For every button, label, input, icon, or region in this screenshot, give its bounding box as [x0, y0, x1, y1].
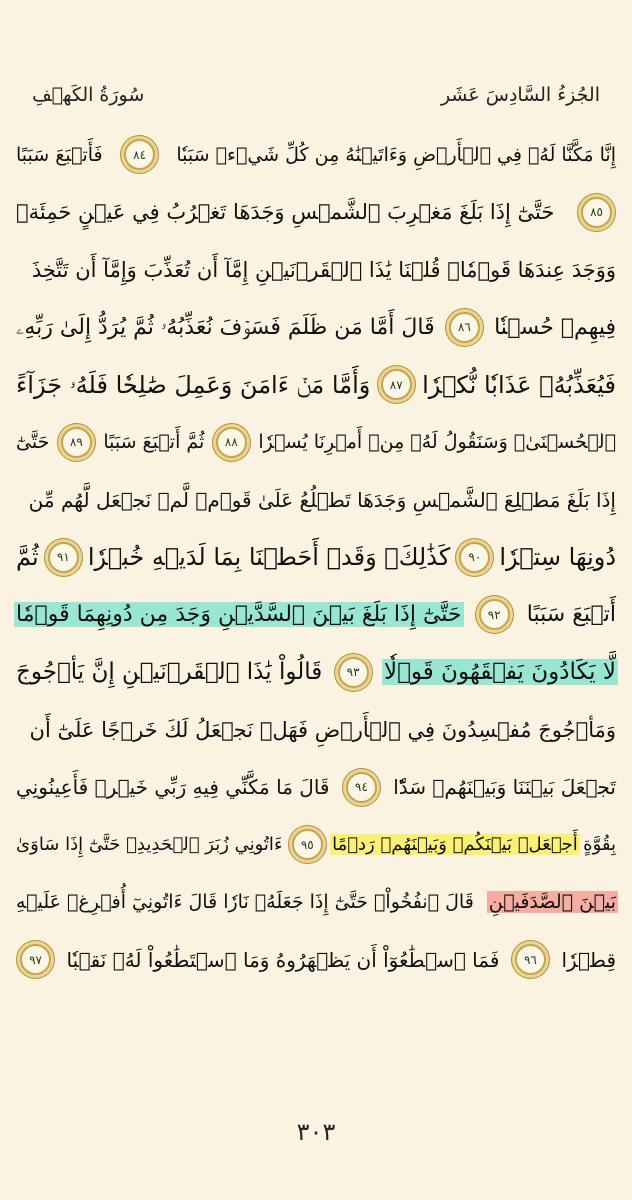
- verse-text: وَمَأۡجُوجَ مُفۡسِدُونَ فِي ٱلۡأَرۡضِ فَهَلۡ نَجۡعَلُ لَكَ خَرۡجًا عَلَىٰٓ أَن: [29, 717, 616, 742]
- ayah-number-marker: ٨٨: [216, 427, 247, 458]
- verse-line: [14, 471, 618, 529]
- highlighted-text: لَّا يَكَادُونَ يَفۡقَهُونَ قَوۡلٗا: [383, 659, 616, 686]
- verse-line: [14, 356, 618, 414]
- verse-text: ٱلۡحُسۡنَىٰۖ وَسَنَقُولُ لَهُۥ مِنۡ أَمۡرِنَا يُسۡرٗا: [258, 431, 616, 454]
- ayah-number-marker: ٨٩: [61, 427, 92, 458]
- verse-line: [14, 644, 618, 702]
- verse-text: إِذَا بَلَغَ مَطۡلِعَ ٱلشَّمۡسِ وَجَدَهَا تَطۡلُعُ عَلَىٰ قَوۡمٖ لَّمۡ نَجۡعَل لَّهُم مِّن: [28, 487, 616, 512]
- verse-text: قَالُواْ يَٰذَا ٱلۡقَرۡنَيۡنِ إِنَّ يَأۡجُوجَ: [16, 659, 323, 686]
- verse-line: [14, 759, 618, 817]
- verse-text: قَالَ مَا مَكَّنِّي فِيهِ رَبِّي خَيۡرٞ فَأَعِينُونِي: [16, 775, 330, 800]
- page-header: [32, 78, 600, 112]
- verse-line: [14, 414, 618, 472]
- ayah-number-marker: ٩٠: [459, 542, 490, 573]
- verse-line: [14, 586, 618, 644]
- quran-text-lines: [14, 126, 618, 989]
- verse-line: [14, 874, 618, 932]
- highlighted-text: أَجۡعَلۡ بَيۡنَكُمۡ وَبَيۡنَهُمۡ رَدۡمًا: [332, 834, 578, 856]
- verse-text: وَأَمَّا مَنۡ ءَامَنَ وَعَمِلَ صَٰلِحٗا فَلَهُۥ جَزَآءً: [16, 370, 371, 399]
- verse-line: [14, 931, 618, 989]
- verse-text: قَالَ أَمَّا مَن ظَلَمَ فَسَوۡفَ نُعَذِّبُهُۥ ثُمَّ يُرَدُّ إِلَىٰ رَبِّهِۦ: [16, 314, 435, 340]
- ayah-number-marker: ٩٥: [292, 829, 323, 860]
- ayah-number-marker: ٩٤: [346, 772, 377, 803]
- ayah-number-marker: ٨٧: [381, 369, 412, 400]
- verse-text: حَتَّىٰٓ إِذَا بَلَغَ مَغۡرِبَ ٱلشَّمۡسِ وَجَدَهَا تَغۡرُبُ فِي عَيۡنٍ حَمِئَةٖ: [16, 200, 555, 225]
- verse-line: [14, 816, 618, 874]
- ayah-number-marker: ٩٧: [20, 944, 51, 975]
- verse-line: [14, 126, 618, 184]
- page-number: ٣٠٣: [296, 1118, 336, 1146]
- ayah-number-marker: ٨٤: [124, 139, 155, 170]
- verse-text: قِطۡرٗا: [561, 947, 616, 972]
- verse-line: [14, 701, 618, 759]
- verse-text: ءَاتُونِي زُبَرَ ٱلۡحَدِيدِۖ حَتَّىٰٓ إِذَا سَاوَىٰ: [16, 834, 283, 856]
- verse-text: وَوَجَدَ عِندَهَا قَوۡمٗاۖ قُلۡنَا يَٰذَا ٱلۡقَرۡنَيۡنِ إِمَّآ أَن تُعَذِّبَ وَإِمَّآ أَن تَتَّخِذَ: [31, 257, 616, 282]
- verse-text: ثُمَّ: [16, 543, 39, 572]
- verse-text: حَتَّىٰٓ: [16, 431, 50, 454]
- verse-text: تَجۡعَلَ بَيۡنَنَا وَبَيۡنَهُمۡ سَدّٗا: [393, 775, 616, 800]
- ayah-number-marker: ٩٢: [479, 599, 510, 630]
- verse-text: فَمَا ٱسۡطَٰعُوٓاْ أَن يَظۡهَرُوهُ وَمَا ٱسۡتَطَٰعُواْ لَهُۥ نَقۡبٗا: [66, 947, 500, 972]
- verse-text: فَيُعَذِّبُهُۥ عَذَابٗا نُّكۡرٗا: [422, 370, 616, 399]
- highlighted-text: بَيۡنَ ٱلصَّدَفَيۡنِ: [488, 891, 616, 914]
- verse-text: ثُمَّ أَتۡبَعَ سَبَبًا: [103, 431, 205, 454]
- verse-text: إِنَّا مَكَّنَّا لَهُۥ فِي ٱلۡأَرۡضِ وَءَاتَيۡنَٰهُ مِن كُلِّ شَيۡءٖ سَبَبٗا: [176, 143, 616, 166]
- verse-line: [14, 241, 618, 299]
- ayah-number-marker: ٨٥: [581, 197, 612, 228]
- verse-line: [14, 184, 618, 242]
- verse-text: دُونِهَا سِتۡرٗا: [499, 543, 616, 572]
- ayah-number-marker: ٩٣: [338, 657, 369, 688]
- ayah-number-marker: ٩٦: [515, 944, 546, 975]
- verse-line: [14, 299, 618, 357]
- verse-text: بِقُوَّةٍ: [583, 834, 616, 856]
- verse-text: فِيهِمۡ حُسۡنٗا: [494, 314, 616, 340]
- verse-text: كَذَٰلِكَۖ وَقَدۡ أَحَطۡنَا بِمَا لَدَيۡهِ خُبۡرٗا: [87, 543, 451, 572]
- juz-title: الجُزءُ السَّادِسَ عَشَر: [440, 84, 600, 106]
- verse-line: [14, 529, 618, 587]
- surah-title: سُورَةُ الكَهۡفِ: [32, 84, 145, 106]
- highlighted-text: حَتَّىٰٓ إِذَا بَلَغَ بَيۡنَ ٱلسَّدَّيۡنِ وَجَدَ مِن دُونِهِمَا قَوۡمٗا: [16, 602, 462, 628]
- ayah-number-marker: ٨٦: [449, 312, 480, 343]
- ayah-number-marker: ٩١: [48, 542, 79, 573]
- verse-text: أَتۡبَعَ سَبَبًا: [526, 602, 616, 628]
- verse-text: قَالَ ٱنفُخُواْۖ حَتَّىٰٓ إِذَا جَعَلَهُۥ نَارٗا قَالَ ءَاتُونِيٓ أُفۡرِغۡ عَلَيۡهِ: [16, 891, 474, 914]
- verse-text: فَأَتۡبَعَ سَبَبًا: [16, 143, 103, 166]
